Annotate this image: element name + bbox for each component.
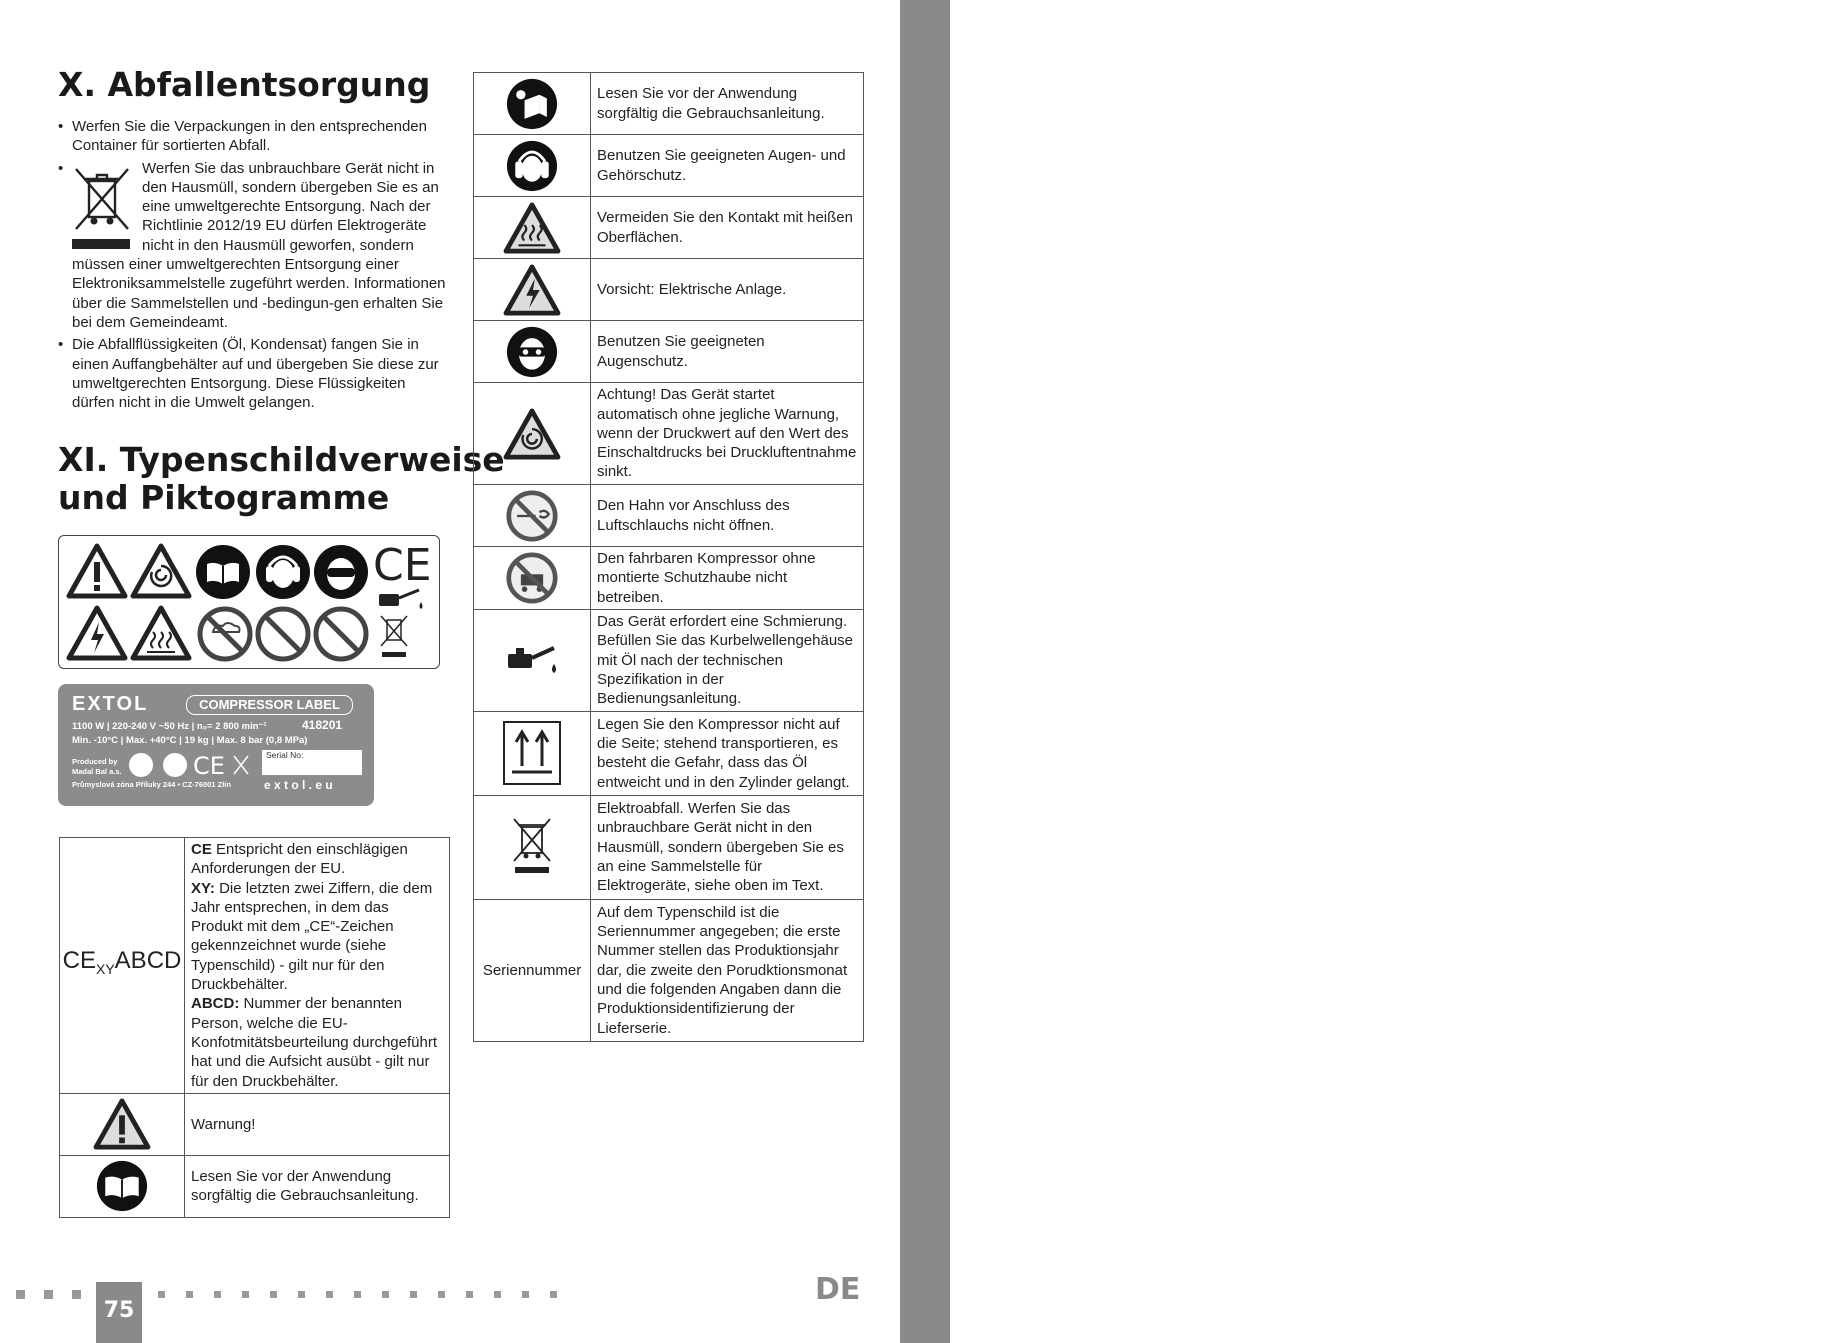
svg-text:CE: CE — [193, 752, 225, 780]
ce-mark-icon — [373, 540, 432, 591]
weee-bin-icon — [72, 165, 132, 255]
read-manual-icon — [196, 545, 250, 599]
weee-bin-icon — [381, 616, 407, 657]
page-number: 75 — [96, 1282, 142, 1343]
weee-bin-icon — [512, 817, 552, 877]
auto-start-icon — [503, 408, 561, 460]
footer-dot — [186, 1291, 193, 1298]
label-specs-2: Min. -10°C | Max. +40°C | 19 kg | Max. 8 bar (0,8 MPa) — [72, 735, 308, 746]
label-title: COMPRESSOR LABEL — [186, 695, 353, 715]
ce-table — [59, 837, 450, 1218]
read-manual-icon — [96, 1160, 148, 1212]
svg-text:CE: CE — [373, 540, 432, 591]
section-11-title: XI. Typenschildverweise und Piktogramme — [58, 440, 505, 517]
label-specs-1: 1100 W | 220-240 V ~50 Hz | n₀= 2 800 min⁻¹ — [72, 721, 267, 732]
warning-text: Warnung! — [185, 1093, 450, 1155]
footer-dot — [438, 1291, 445, 1298]
auto-start-icon — [133, 546, 189, 596]
language-code: DE — [815, 1272, 861, 1307]
table-row: Achtung! Das Gerät startet automatisch ohne jegliche Warnung, wenn der Druckwert auf den Wert des Einschaltdrucks bei Druckluftentnahme sinkt. — [474, 383, 864, 485]
eye-protection-icon — [314, 545, 368, 599]
hot-surface-icon — [503, 202, 561, 254]
footer-dot — [382, 1291, 389, 1298]
footer-dot — [354, 1291, 361, 1298]
ce-xy-abcd-mark: CEXYABCD — [60, 838, 185, 1094]
table-row: Benutzen Sie geeigneten Augenschutz. — [474, 321, 864, 383]
table-row: Das Gerät erfordert eine Schmierung. Befüllen Sie das Kurbelwellengehäuse mit Öl nach der technischen Spezifikation in der Bedienungsanleitung. — [474, 609, 864, 711]
oil-can-icon — [379, 590, 423, 609]
table-row: Lesen Sie vor der Anwendung sorgfältig die Gebrauchsanleitung. — [474, 73, 864, 135]
section-10-title: X. Abfallentsorgung — [58, 65, 431, 104]
warning-icon — [92, 1098, 152, 1150]
footer-dot — [326, 1291, 333, 1298]
footer-dot — [494, 1291, 501, 1298]
table-row: Den fahrbaren Kompressor ohne montierte Schutzhaube nicht betreiben. — [474, 547, 864, 610]
ear-protection-icon — [506, 140, 558, 192]
label-address: Průmyslová zóna Příluky 244 • CZ-76001 Zlín — [72, 780, 231, 789]
hot-surface-icon — [133, 608, 189, 658]
table-row: Den Hahn vor Anschluss des Luftschlauchs nicht öffnen. — [474, 485, 864, 547]
footer-dot — [466, 1291, 473, 1298]
ear-protection-icon — [256, 545, 310, 599]
pictogram-overview — [58, 535, 440, 669]
footer-dot — [522, 1291, 529, 1298]
this-side-up-icon — [502, 720, 562, 786]
table-row: Vorsicht: Elektrische Anlage. — [474, 259, 864, 321]
footer-dot — [298, 1291, 305, 1298]
table-row: Seriennummer Auf dem Typenschild ist die Seriennummer angegeben; die erste Nummer stellen das Produktionsjahr dar, die zweite den Porudktionsmonat und die folgenden Angaben dann die Produktionsidentifizierung der Lieferserie. — [474, 899, 864, 1041]
serial-number-label: Seriennummer — [474, 899, 591, 1041]
footer-dot — [550, 1291, 557, 1298]
bullet-packaging: • Werfen Sie die Verpackungen in den entsprechenden Container für sortierten Abfall. — [58, 117, 448, 156]
pictogram-table — [473, 72, 864, 1042]
label-producer: Produced by Madal Bal a.s. — [72, 757, 122, 776]
ce-explanation: CE Entspricht den einschlägigen Anforderungen der EU. XY: Die letzten zwei Ziffern, die dem Jahr entsprechen, in dem das Produkt mit dem „CE“-Zeichen gekennzeichnet wurde (siehe Typenschild) - gilt nur für den Druckbehälter. ABCD: Nummer der benannten Person, welche die EU-Konfotmitätsbeurteilung durchgeführt hat und die Aufsicht ausübt - gilt nur für den Druckbehälter. — [185, 838, 450, 1094]
read-manual-text: Lesen Sie vor der Anwendung sorgfältig die Gebrauchsanleitung. — [185, 1155, 450, 1217]
table-row — [60, 1155, 450, 1217]
table-row — [60, 838, 450, 1094]
table-row — [60, 1093, 450, 1155]
footer-dot — [158, 1291, 165, 1298]
electric-hazard-icon — [503, 264, 561, 316]
footer-dot — [410, 1291, 417, 1298]
footer-dot — [214, 1291, 221, 1298]
read-manual-icon — [506, 78, 558, 130]
footer-dot — [270, 1291, 277, 1298]
eye-protection-icon — [506, 326, 558, 378]
no-open-valve-icon — [506, 490, 558, 542]
no-operation-without-cover-icon — [506, 552, 558, 604]
disposal-bullets — [58, 117, 448, 412]
label-code: 418201 — [302, 718, 343, 732]
serial-field: Serial No: — [262, 750, 362, 775]
no-rain-icon — [200, 609, 250, 659]
oil-can-icon — [504, 640, 560, 680]
no-operation-without-cover-icon — [316, 609, 366, 659]
bullet-weee: • Werfen Sie das unbrauchbare Gerät nicht in den Hausmüll, sondern übergeben Sie es an eine umweltgerechte Entsorgung. Nach der Richtlinie 2012/19 EU dürfen Elektrogeräte nicht in den Hausmüll geworfen, sondern müssen einer umweltgerechten Entsorgung einer Elektroniksammelstelle zugeführt werden. Informationen über die Sammelstellen und -bedingun-gen erhalten Sie bei dem Gemeindeamt. — [58, 159, 448, 333]
product-code: 418201 — [1812, 306, 1838, 404]
footer-dot — [242, 1291, 249, 1298]
table-row: Benutzen Sie geeigneten Augen- und Gehörschutz. — [474, 135, 864, 197]
rating-label — [58, 684, 374, 806]
table-row: Elektroabfall. Werfen Sie das unbrauchbare Gerät nicht in den Hausmüll, sondern übergeben Sie es an eine Sammelstelle für Elektrogeräte, siehe oben im Text. — [474, 795, 864, 899]
brand-logo: EXTOL — [72, 693, 149, 715]
no-open-valve-icon — [258, 609, 308, 659]
label-icons — [128, 752, 258, 778]
bullet-liquids: • Die Abfallflüssigkeiten (Öl, Kondensat) fangen Sie in einen Auffangbehälter auf und übergeben Sie diese zur umweltgerechten Entsorgung. Diese Flüssigkeiten dürfen nicht in die Umwelt gelangen. — [58, 335, 448, 412]
table-row: Legen Sie den Kompressor nicht auf die Seite; stehend transportieren, es besteht die Gefahr, dass das Öl entweicht und in den Zylinder gelangt. — [474, 711, 864, 795]
label-web: e x t o l . e u — [264, 778, 333, 792]
table-row: Vermeiden Sie den Kontakt mit heißen Oberflächen. — [474, 197, 864, 259]
warning-icon — [69, 546, 125, 596]
